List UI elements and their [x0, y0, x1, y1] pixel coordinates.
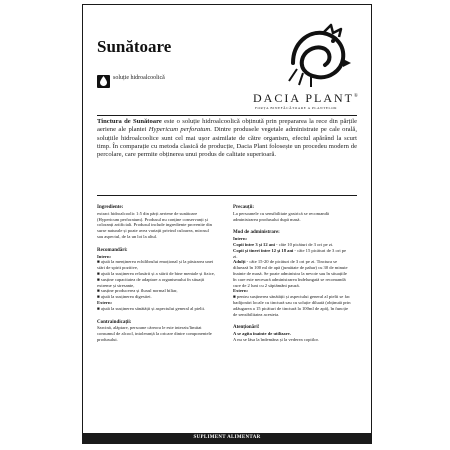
brand-tagline: FORȚA BINEFĂCĂTOARE A PLANTELOR: [255, 106, 338, 110]
list-item: ■ ajută la susținerea relaxării și a stării de bine mentale și fizice,: [97, 270, 215, 276]
extern-heading: Extern:: [97, 299, 113, 305]
intern-heading: Intern:: [97, 253, 112, 259]
product-subtitle: soluție hidroalcoolică: [113, 75, 165, 81]
brand-name: DACIA PLANT®: [253, 91, 360, 105]
contraindications-heading: Contraindicații:: [97, 319, 132, 325]
ingredients-text: extract hidroalcoolic 1:5 din părți aeriene de sunătoare (Hypericum perforatum). Produsul nu conține conservanți și coloranți artificiali. Produsul include ingrediente provenite din surse naturale și poate avea variații privind culoarea, mirosul sau aspectul, de la un lot la altul.: [97, 210, 212, 239]
divider: [97, 115, 357, 116]
footer-banner: SUPLIMENT ALIMENTAR: [83, 433, 371, 443]
wolf-dragon-logo-icon: [283, 23, 353, 92]
extern-usage-text: ■ pentru susținerea sănătății și aspectului general al pielii se fac badijonări locale cu tinctură sau cu soluție diluată (obținută prin adăugarea a 15 picături de tinctură la 100ml de apă), în funcție de sensibilitatea acesteia.: [233, 294, 351, 317]
list-item: ■ ajută la susținerea sănătății și aspectului general al pielii.: [97, 305, 206, 311]
intro-paragraph: Tinctura de Sunătoare este o soluție hidroalcoolică obținută prin prepararea la rece din părțile aeriene ale plantei Hypericum perforatum. Dintre produsele vegetale administrate pe cale orală, soluțiile hidroalcoolice sunt cel mai ușor asimilate de către organism, efectul apărând la scurt timp. În comparație cu metoda clasică de producție, Dacia Plant folosește un procedeu modern de percolare, care permite obținerea unui produs de calitate superioară.: [97, 118, 358, 159]
precautions-text: La persoanele cu sensibilitate gastrică se recomandă administrarea produsului după masă.: [233, 210, 329, 222]
list-item: ■ susține capacitatea de adaptare a organismului în situații extreme și stresante,: [97, 276, 205, 288]
drop-icon: [97, 75, 110, 88]
list-item: ■ susține producerea și fluxul normal biliar,: [97, 288, 178, 294]
warning-shake: A se agita înainte de utilizare.: [233, 331, 291, 337]
dosage-kids: Copii între 3 și 12 ani - câte 10 picături de 3 ori pe zi.: [233, 241, 334, 247]
left-column: [97, 201, 215, 343]
product-title: Sunătoare: [97, 37, 172, 56]
list-item: ■ ajută la susținerea digestiei.: [97, 294, 152, 300]
warning-children: A nu se lăsa la îndemâna și la vederea copiilor.: [233, 336, 319, 342]
divider: [97, 195, 357, 196]
warnings-heading: Atenționări!: [233, 325, 260, 331]
extern-heading: Extern:: [233, 288, 249, 294]
precautions-heading: Precauții:: [233, 205, 255, 210]
ingredients-heading: Ingrediente:: [97, 205, 124, 210]
product-label: [82, 4, 372, 444]
list-item: ■ ajută la menținerea echilibrului emoțional și la păstrarea unei stări de spirit pozitive,: [97, 259, 214, 271]
administration-heading: Mod de administrare:: [233, 230, 280, 236]
recommendations-heading: Recomandări:: [97, 247, 128, 253]
dosage-adults: Adulți - câte 15-20 de picături de 3 ori pe zi. Tinctura se diluează în 100 ml de apă (jumătate de pahar) cu 30 de minute înainte de masă. Se poate administra la nevoie sau în situațiile în care este necesară administrarea îndelungată se recomandă cure de 2 luni cu 2 săptămâni pauză.: [233, 259, 348, 288]
right-column: [233, 201, 351, 343]
contraindications-text: Sarcină, alăptare, persoane căreora le este interzis/limitat consumul de alcool, intoleranță la oricare dintre componentele produsului.: [97, 325, 212, 342]
dosage-teens: Copii și tineri între 12 și 18 ani - câte 15 picături de 3 ori pe zi.: [233, 247, 347, 259]
intern-heading: Intern:: [233, 236, 248, 242]
